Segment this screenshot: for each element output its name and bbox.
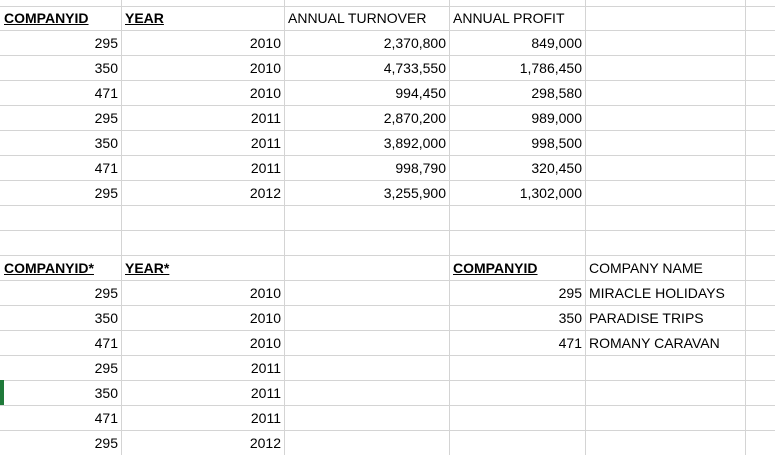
cell-companyid[interactable]: 471	[94, 85, 118, 101]
cell-header-companyid[interactable]: COMPANYID	[453, 260, 538, 276]
cell-year[interactable]: 2011	[250, 385, 281, 401]
cell-annual-turnover[interactable]: 3,892,000	[383, 135, 446, 151]
cell-year[interactable]: 2011	[250, 135, 281, 151]
cell-year[interactable]: 2010	[249, 35, 281, 51]
cell-company-name[interactable]: MIRACLE HOLIDAYS	[589, 285, 725, 301]
cell-companyid[interactable]: 471	[94, 335, 118, 351]
cell-companyid[interactable]: 295	[94, 285, 118, 301]
cell-year[interactable]: 2012	[249, 185, 281, 201]
cell-year[interactable]: 2010	[249, 60, 281, 76]
cell-companyid[interactable]: 295	[558, 285, 582, 301]
cell-companyid[interactable]: 295	[94, 360, 118, 376]
cell-year[interactable]: 2011	[250, 410, 281, 426]
cell-header-companyid-key[interactable]: COMPANYID*	[4, 260, 94, 276]
cell-annual-turnover[interactable]: 2,370,800	[383, 35, 446, 51]
cell-company-name[interactable]: ROMANY CARAVAN	[589, 335, 720, 351]
cell-header-companyid[interactable]: COMPANYID	[4, 10, 89, 26]
cell-annual-profit[interactable]: 998,500	[531, 135, 582, 151]
cell-companyid[interactable]: 295	[94, 110, 118, 126]
cell-companyid[interactable]: 471	[558, 335, 582, 351]
gridline	[745, 0, 746, 455]
cell-annual-profit[interactable]: 1,302,000	[519, 185, 582, 201]
cell-year[interactable]: 2012	[249, 435, 281, 451]
cell-annual-turnover[interactable]: 2,870,200	[383, 110, 446, 126]
cell-year[interactable]: 2010	[249, 285, 281, 301]
gridline	[0, 230, 775, 231]
cell-company-name[interactable]: PARADISE TRIPS	[589, 310, 704, 326]
cell-header-annual-turnover[interactable]: ANNUAL TURNOVER	[288, 10, 427, 26]
gridline	[585, 0, 586, 455]
cell-annual-profit[interactable]: 1,786,450	[519, 60, 582, 76]
cell-year[interactable]: 2010	[249, 310, 281, 326]
cell-companyid[interactable]: 295	[94, 185, 118, 201]
cell-annual-turnover[interactable]: 998,790	[395, 160, 446, 176]
cell-header-company-name[interactable]: COMPANY NAME	[589, 260, 703, 276]
cell-annual-profit[interactable]: 320,450	[531, 160, 582, 176]
gridline	[0, 205, 775, 206]
cell-year[interactable]: 2011	[250, 360, 281, 376]
cell-annual-profit[interactable]: 298,580	[531, 85, 582, 101]
cell-year[interactable]: 2010	[249, 335, 281, 351]
cell-companyid[interactable]: 471	[94, 410, 118, 426]
cell-header-year-key[interactable]: YEAR*	[125, 260, 170, 276]
cell-companyid[interactable]: 350	[94, 60, 118, 76]
cell-companyid[interactable]: 350	[94, 385, 118, 401]
cell-year[interactable]: 2011	[250, 110, 281, 126]
cell-header-annual-profit[interactable]: ANNUAL PROFIT	[453, 10, 565, 26]
cell-annual-profit[interactable]: 989,000	[531, 110, 582, 126]
cell-year[interactable]: 2010	[249, 85, 281, 101]
cell-annual-turnover[interactable]: 3,255,900	[383, 185, 446, 201]
cell-annual-turnover[interactable]: 994,450	[395, 85, 446, 101]
cell-header-year[interactable]: YEAR	[125, 10, 164, 26]
cell-companyid[interactable]: 350	[94, 310, 118, 326]
cell-companyid[interactable]: 295	[94, 35, 118, 51]
cell-companyid[interactable]: 471	[94, 160, 118, 176]
cell-companyid[interactable]: 350	[558, 310, 582, 326]
cell-annual-profit[interactable]: 849,000	[531, 35, 582, 51]
cell-companyid[interactable]: 295	[94, 435, 118, 451]
cell-year[interactable]: 2011	[250, 160, 281, 176]
cell-companyid[interactable]: 350	[94, 135, 118, 151]
cell-annual-turnover[interactable]: 4,733,550	[383, 60, 446, 76]
